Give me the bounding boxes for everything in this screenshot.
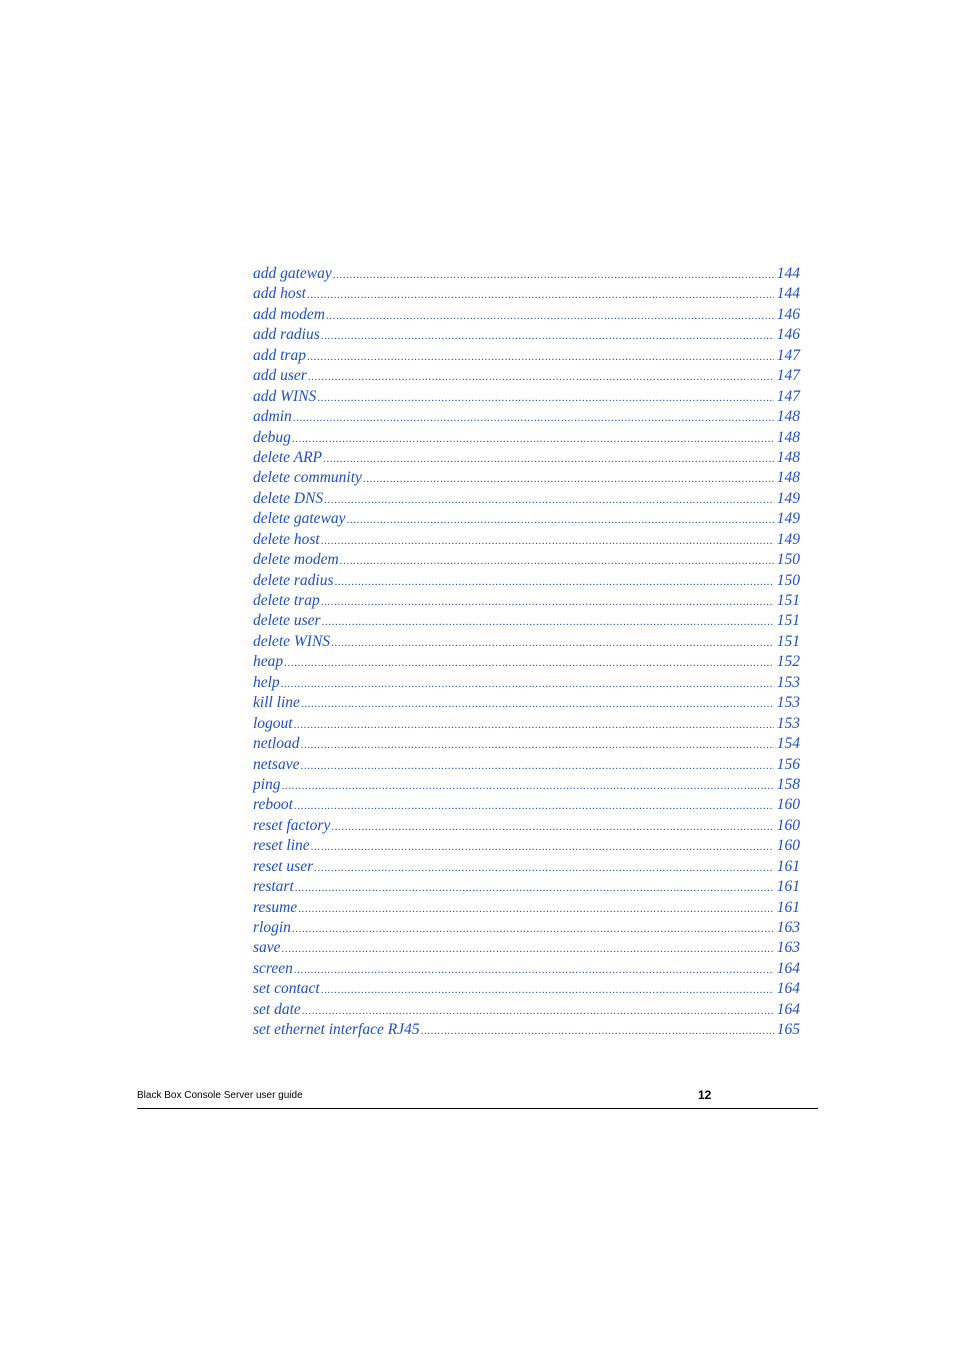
toc-entry-label: reset factory [253, 816, 331, 834]
toc-entry-page-number: 156 [776, 755, 800, 773]
toc-entry-label: add gateway [253, 265, 332, 282]
toc-dot-leader [298, 903, 774, 915]
toc-entry[interactable] [253, 510, 800, 530]
toc-entry[interactable] [253, 490, 800, 510]
toc-entry-page-number: 161 [776, 898, 800, 916]
toc-dot-leader [293, 412, 774, 424]
toc-entry[interactable] [253, 347, 800, 367]
toc-entry-label: add trap [253, 346, 306, 364]
toc-entry-page-number: 144 [776, 285, 800, 303]
toc-entry-label: netload [253, 735, 300, 753]
toc-dot-leader [331, 637, 774, 649]
toc-entry-page-number: 149 [776, 510, 800, 528]
toc-entry-page-number: 154 [776, 735, 800, 753]
toc-entry-page-number: 158 [776, 775, 800, 793]
toc-dot-leader [347, 514, 774, 526]
toc-entry-label: set ethernet interface RJ45 [253, 1021, 420, 1039]
toc-entry-label: reset user [253, 857, 314, 875]
toc-entry[interactable] [253, 633, 800, 653]
toc-dot-leader [322, 616, 774, 628]
toc-entry[interactable] [253, 858, 800, 878]
toc-entry-label: add WINS [253, 387, 317, 405]
toc-dot-leader [324, 494, 774, 506]
toc-dot-leader [317, 392, 773, 404]
toc-entry-page-number: 153 [776, 673, 800, 691]
toc-entry-page-number: 160 [776, 796, 800, 814]
toc-entry-label: restart [253, 878, 294, 896]
toc-entry[interactable] [253, 1001, 800, 1021]
toc-entry-label: rlogin [253, 919, 291, 936]
toc-dot-leader [314, 862, 774, 874]
toc-entry-label: delete trap [253, 592, 320, 609]
toc-entry-label: netsave [253, 755, 300, 773]
toc-entry-page-number: 163 [776, 919, 800, 936]
toc-dot-leader [301, 739, 774, 751]
toc-entry[interactable] [253, 1021, 800, 1041]
toc-entry-label: resume [253, 898, 298, 916]
toc-entry[interactable] [253, 735, 800, 755]
toc-entry-page-number: 148 [776, 428, 800, 446]
toc-entry-page-number: 164 [776, 959, 800, 977]
footer-page-number: 12 [698, 1088, 712, 1102]
table-of-contents [253, 265, 800, 1042]
toc-entry-label: reboot [253, 796, 293, 814]
toc-dot-leader [308, 371, 774, 383]
toc-entry[interactable] [253, 326, 800, 346]
toc-entry-label: add radius [253, 326, 320, 344]
toc-dot-leader [284, 657, 774, 669]
toc-entry[interactable] [253, 572, 800, 592]
toc-entry-label: admin [253, 408, 292, 426]
toc-entry-page-number: 148 [776, 469, 800, 487]
toc-dot-leader [301, 698, 774, 710]
toc-dot-leader [307, 351, 774, 363]
toc-entry[interactable] [253, 756, 800, 776]
toc-entry[interactable] [253, 837, 800, 857]
toc-entry[interactable] [253, 776, 800, 796]
toc-entry-label: delete community [253, 469, 362, 487]
toc-entry-label: set date [253, 1000, 301, 1018]
toc-entry-page-number: 161 [776, 857, 800, 875]
toc-entry-page-number: 151 [776, 612, 800, 630]
toc-dot-leader [326, 310, 774, 322]
toc-entry[interactable] [253, 653, 800, 673]
toc-dot-leader [294, 964, 774, 976]
toc-dot-leader [321, 596, 774, 608]
toc-dot-leader [340, 555, 774, 567]
toc-dot-leader [311, 841, 774, 853]
toc-entry[interactable] [253, 674, 800, 694]
toc-entry[interactable] [253, 531, 800, 551]
toc-entry[interactable] [253, 796, 800, 816]
toc-entry-label: delete DNS [253, 489, 324, 507]
toc-entry-label: delete ARP [253, 448, 323, 466]
toc-entry-label: save [253, 939, 281, 957]
toc-dot-leader [363, 473, 774, 485]
toc-entry-label: delete host [253, 530, 320, 548]
toc-entry-page-number: 160 [776, 816, 800, 834]
toc-entry[interactable] [253, 817, 800, 837]
toc-entry-label: help [253, 673, 280, 691]
toc-dot-leader [295, 882, 774, 894]
toc-entry-page-number: 147 [776, 367, 800, 385]
toc-entry-page-number: 163 [776, 939, 800, 957]
toc-entry-label: delete user [253, 612, 321, 630]
toc-entry[interactable] [253, 612, 800, 632]
toc-entry[interactable] [253, 715, 800, 735]
toc-entry-label: delete modem [253, 551, 339, 569]
toc-entry-page-number: 152 [776, 653, 800, 671]
toc-entry[interactable] [253, 939, 800, 959]
toc-entry-label: debug [253, 428, 291, 446]
toc-entry[interactable] [253, 367, 800, 387]
toc-entry-label: screen [253, 959, 293, 977]
toc-dot-leader [323, 453, 774, 465]
toc-entry-page-number: 148 [776, 408, 800, 426]
toc-entry[interactable] [253, 960, 800, 980]
toc-entry[interactable] [253, 388, 800, 408]
toc-entry[interactable] [253, 878, 800, 898]
toc-entry-page-number: 151 [776, 592, 800, 609]
toc-entry-page-number: 150 [776, 571, 800, 589]
toc-entry-label: add user [253, 367, 307, 385]
toc-entry-page-number: 150 [776, 551, 800, 569]
toc-dot-leader [333, 269, 774, 281]
footer-document-title: Black Box Console Server user guide [137, 1090, 303, 1101]
toc-entry-page-number: 148 [776, 448, 800, 466]
toc-entry-label: set contact [253, 980, 320, 998]
toc-entry[interactable] [253, 592, 800, 612]
toc-entry-page-number: 149 [776, 530, 800, 548]
toc-dot-leader [321, 984, 774, 996]
toc-entry[interactable] [253, 980, 800, 1000]
toc-entry[interactable] [253, 551, 800, 571]
toc-entry[interactable] [253, 919, 800, 939]
toc-entry-page-number: 153 [776, 694, 800, 712]
toc-dot-leader [321, 330, 774, 342]
toc-entry-page-number: 147 [776, 346, 800, 364]
toc-dot-leader [294, 719, 774, 731]
toc-entry[interactable] [253, 449, 800, 469]
toc-entry-label: add modem [253, 305, 325, 323]
toc-dot-leader [421, 1025, 774, 1037]
toc-entry[interactable] [253, 285, 800, 305]
toc-dot-leader [294, 800, 774, 812]
toc-entry[interactable] [253, 899, 800, 919]
toc-entry-page-number: 153 [776, 714, 800, 732]
toc-dot-leader [282, 943, 774, 955]
toc-entry-page-number: 161 [776, 878, 800, 896]
toc-entry[interactable] [253, 408, 800, 428]
toc-entry-page-number: 146 [776, 305, 800, 323]
toc-entry-label: ping [253, 775, 281, 793]
toc-entry-label: add host [253, 285, 306, 303]
toc-entry[interactable] [253, 265, 800, 285]
toc-dot-leader [331, 821, 773, 833]
toc-entry-page-number: 149 [776, 489, 800, 507]
toc-entry-page-number: 147 [776, 387, 800, 405]
toc-entry[interactable] [253, 469, 800, 489]
toc-entry-page-number: 146 [776, 326, 800, 344]
toc-entry-label: logout [253, 714, 293, 732]
toc-entry-label: delete gateway [253, 510, 346, 528]
toc-entry-page-number: 165 [776, 1021, 800, 1039]
toc-dot-leader [292, 923, 774, 935]
toc-dot-leader [307, 289, 774, 301]
toc-entry-page-number: 160 [776, 837, 800, 855]
toc-dot-leader [281, 678, 774, 690]
toc-dot-leader [335, 576, 774, 588]
toc-entry-label: kill line [253, 694, 300, 712]
toc-entry-page-number: 164 [776, 1000, 800, 1018]
toc-dot-leader [282, 780, 774, 792]
toc-dot-leader [302, 1005, 774, 1017]
toc-entry[interactable] [253, 694, 800, 714]
toc-entry[interactable] [253, 429, 800, 449]
toc-dot-leader [321, 535, 774, 547]
toc-entry-page-number: 164 [776, 980, 800, 998]
toc-entry[interactable] [253, 306, 800, 326]
toc-entry-label: delete radius [253, 571, 334, 589]
toc-entry-label: delete WINS [253, 632, 331, 650]
toc-entry-page-number: 151 [776, 632, 800, 650]
toc-dot-leader [292, 433, 774, 445]
toc-dot-leader [300, 760, 773, 772]
toc-entry-label: heap [253, 653, 284, 671]
toc-entry-label: reset line [253, 837, 310, 855]
toc-entry-page-number: 144 [776, 265, 800, 282]
page-footer [137, 1088, 818, 1109]
